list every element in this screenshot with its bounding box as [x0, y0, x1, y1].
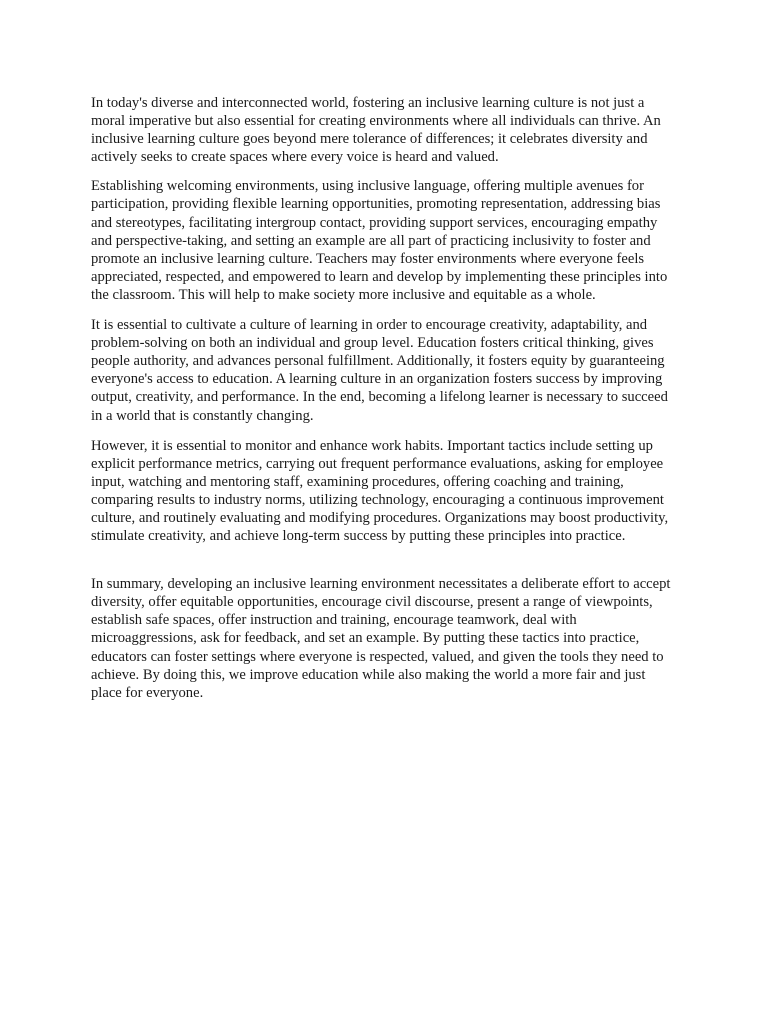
- document-body: [91, 94, 675, 702]
- paragraph-inclusive-practices: Establishing welcoming environments, using inclusive language, offering multiple avenues for participation, providing flexible learning opportunities, promoting representation, addressing bias and stereotypes, facilitating intergroup contact, providing support services, encouraging empathy and perspective-taking, and setting an example are all part of practicing inclusivity to foster and promote an inclusive learning culture. Teachers may foster environments where everyone feels appreciated, respected, and empowered to learn and develop by implementing these principles into the classroom. This will help to make society more inclusive and equitable as a whole.: [91, 178, 668, 303]
- paragraph-summary: In summary, developing an inclusive learning environment necessitates a deliberate effort to accept diversity, offer equitable opportunities, encourage civil discourse, present a range of viewpoints, establish safe spaces, offer instruction and training, encourage teamwork, deal with microaggressions, ask for feedback, and set an example. By putting these tactics into practice, educators can foster settings where everyone is respected, valued, and given the tools they need to achieve. By doing this, we improve education while also making the world a more fair and just place for everyone.: [91, 576, 671, 701]
- paragraph-learning-culture: It is essential to cultivate a culture of learning in order to encourage creativity, adaptability, and problem-solving on both an individual and group level. Education fosters critical thinking, gives people authority, and advances personal fulfillment. Additionally, it fosters equity by guaranteeing everyone's access to education. A learning culture in an organization fosters success by improving output, creativity, and performance. In the end, becoming a lifelong learner is necessary to succeed in a world that is constantly changing.: [91, 317, 668, 424]
- paragraph-work-habits: However, it is essential to monitor and enhance work habits. Important tactics include setting up explicit performance metrics, carrying out frequent performance evaluations, asking for employee input, watching and mentoring staff, examining procedures, offering coaching and training, comparing results to industry norms, utilizing technology, encouraging a continuous improvement culture, and routinely evaluating and modifying procedures. Organizations may boost productivity, stimulate creativity, and achieve long-term success by putting these principles into practice.: [91, 437, 669, 545]
- paragraph-intro: In today's diverse and interconnected world, fostering an inclusive learning culture is not just a moral imperative but also essential for creating environments where all individuals can thrive. An inclusive learning culture goes beyond mere tolerance of differences; it celebrates diversity and actively seeks to create spaces where every voice is heard and valued.: [91, 95, 661, 166]
